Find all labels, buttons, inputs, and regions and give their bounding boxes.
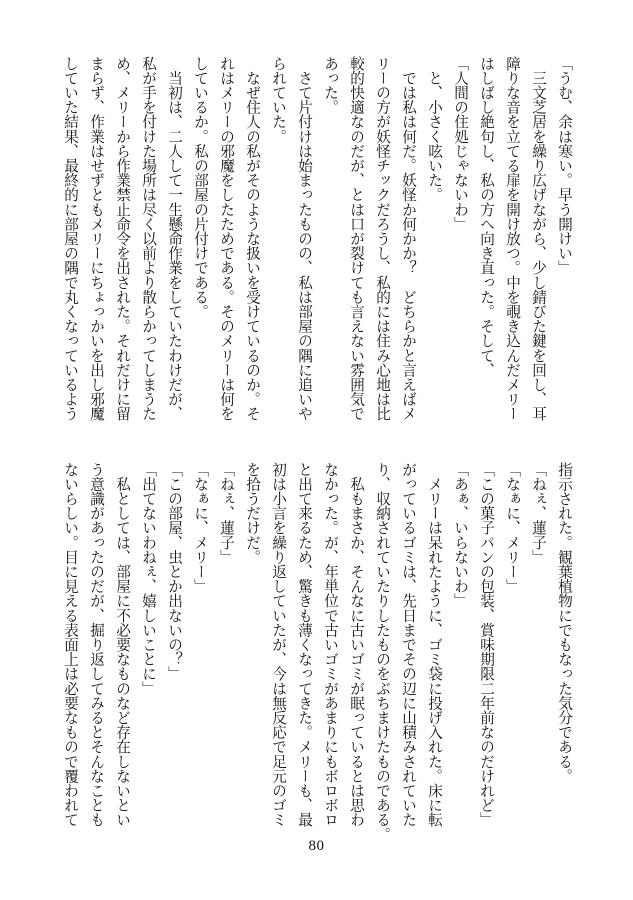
text-line: 「うむ、余は寒い。早う開けい」	[556, 56, 573, 275]
text-line: さて片付けは始まったものの、私は部屋の隅に追いや	[296, 56, 313, 421]
text-line: と、小さく呟いた。	[426, 56, 443, 202]
text-line: 「ねぇ、蓮子」	[530, 462, 547, 565]
text-line: 三文芝居を繰り広げながら、少し錆びた鍵を回し、耳	[530, 56, 547, 421]
text-line: 私が手を付けた場所は尽く以前より散らかってしまうた	[140, 56, 157, 421]
text-line: り、収納されていたりしたものをぶちまけたものである。	[374, 462, 391, 842]
text-line: 「ねぇ、蓮子」	[218, 462, 235, 565]
text-line: なぜ住人の私がそのような扱いを受けているのか。そ	[244, 56, 261, 421]
text-line: う意識があったのだが、掘り返してみるとそんなことも	[88, 462, 105, 827]
text-line: はしばし絶句し、私の方へ向き直った。そして、	[478, 56, 495, 378]
text-line: を拾うだけだ。	[244, 462, 261, 565]
text-line: がっているゴミは、先日までその辺に山積みされていた	[400, 462, 417, 827]
page-number: 80	[308, 838, 325, 854]
text-line: メリーは呆れたように、ゴミ袋に投げ入れた。床に転	[426, 462, 443, 827]
text-line: 当初は、二人して一生懸命作業をしていたわけだが、	[166, 56, 183, 421]
text-line: リーの方が妖怪チックだろうし、私的には住み心地は比	[374, 56, 391, 421]
text-line: 指示された。観葉植物にでもなった気分である。	[556, 462, 573, 784]
text-line: 「あぁ、いらないわ」	[452, 462, 469, 608]
text-line: 較的快適なのだが、とは口が裂けても言えない雰囲気で	[348, 56, 365, 421]
text-line: 「なぁに、メリー」	[192, 462, 209, 594]
text-block-bottom	[62, 462, 577, 842]
text-line: なかった。が、年単位で古いゴミがあまりにもボロボロ	[322, 462, 339, 827]
text-line: 「人間の住処じゃないわ」	[452, 56, 469, 232]
text-line: 初は小言を繰り返していたが、今は無反応で足元のゴミ	[270, 462, 287, 827]
text-line: られていた。	[270, 56, 287, 144]
text-line: ないらしい。目に見える表面上は必要なもので覆われて	[62, 462, 79, 827]
text-line: 「この菓子パンの包装、賞味期限二年前なのだけれど」	[478, 462, 495, 827]
text-line: れはメリーの邪魔をしたためである。そのメリーは何を	[218, 56, 235, 421]
text-line: 「この部屋、虫とか出ないの？」	[166, 462, 183, 681]
text-line: 私もまさか、そんなに古いゴミが眠っているとは思わ	[348, 462, 365, 827]
text-line: していた結果、最終的に部屋の隅で丸くなっているよう	[62, 56, 79, 421]
text-line: 私としては、部屋に不必要なものなど存在しないとい	[114, 462, 131, 827]
text-line: しているか。私の部屋の片付けである。	[192, 56, 209, 319]
text-line: まらず、作業はせずともメリーにちょっかいを出し邪魔	[88, 56, 105, 421]
text-line: 「出てないわねぇ、嬉しいことに」	[140, 462, 157, 696]
text-line: 「なぁに、メリー」	[504, 462, 521, 594]
text-line: あった。	[322, 56, 339, 115]
text-block-top	[62, 56, 577, 421]
text-line: め、メリーから作業禁止命令を出された。それだけに留	[114, 56, 131, 421]
text-line: と出て来るため、驚きも薄くなってきた。メリーも、最	[296, 462, 313, 827]
text-line: 障りな音を立てる扉を開け放つ。中を覗き込んだメリー	[504, 56, 521, 421]
text-line: では私は何だ。妖怪か何かか？ どちらかと言えばメ	[400, 56, 417, 421]
